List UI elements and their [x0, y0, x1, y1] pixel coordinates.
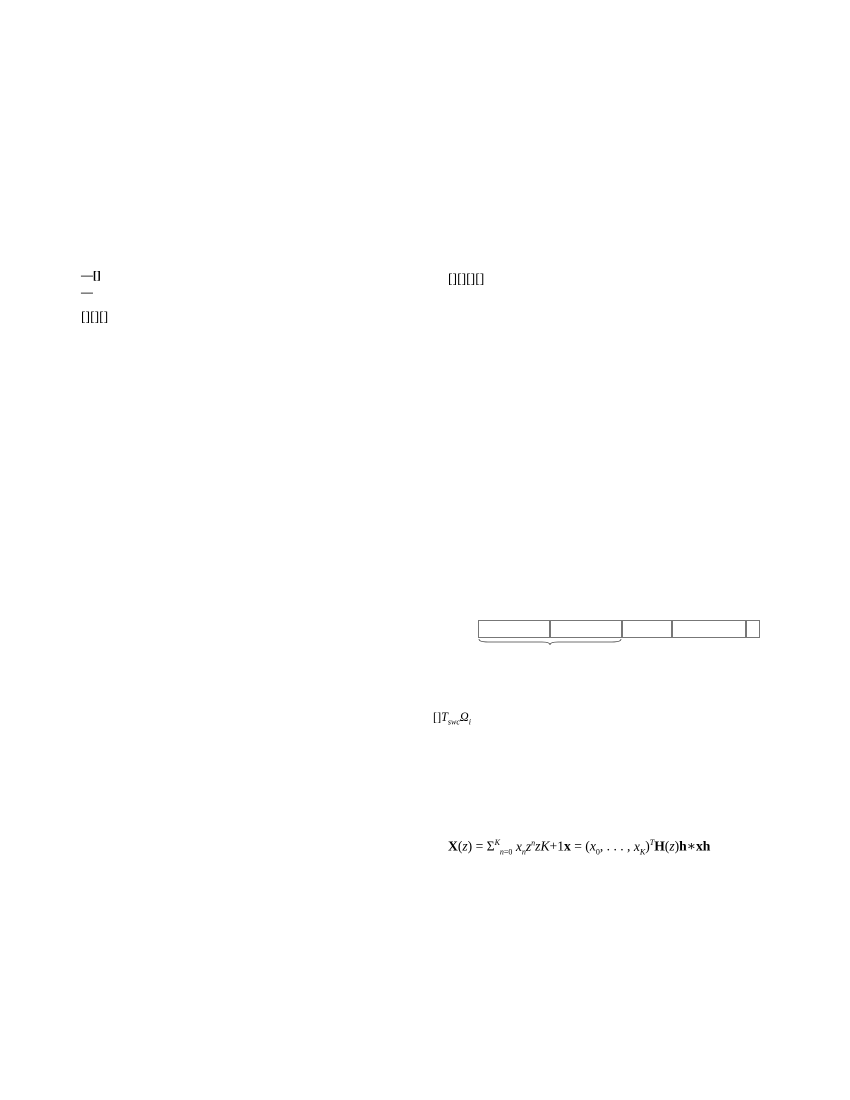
header-block	[622, 620, 672, 638]
figure-1-diagram	[440, 612, 785, 707]
related-work-paragraph: [][][][]	[448, 271, 485, 286]
abstract: —[]	[81, 268, 101, 282]
preamble-brace	[478, 638, 623, 646]
os-block	[746, 620, 760, 638]
stf-block	[478, 620, 550, 638]
cef-block	[550, 620, 622, 638]
left-column	[66, 268, 417, 325]
mocz-paragraph: $X(z) = \Sigma^K_{n=0}$ $x_nz^nzK+1x = (x_0$, . . . , $x_K)^TH(z)h∗xh$	[448, 838, 711, 857]
figure-1-caption: $[]T_{swc}\Omega_i$	[433, 710, 471, 727]
right-column-top	[433, 268, 784, 287]
data-blocks-block	[672, 620, 746, 638]
arxiv-identifier	[12, 40, 52, 660]
index-terms: —	[81, 285, 93, 300]
intro-paragraph: [][][]	[81, 308, 109, 324]
